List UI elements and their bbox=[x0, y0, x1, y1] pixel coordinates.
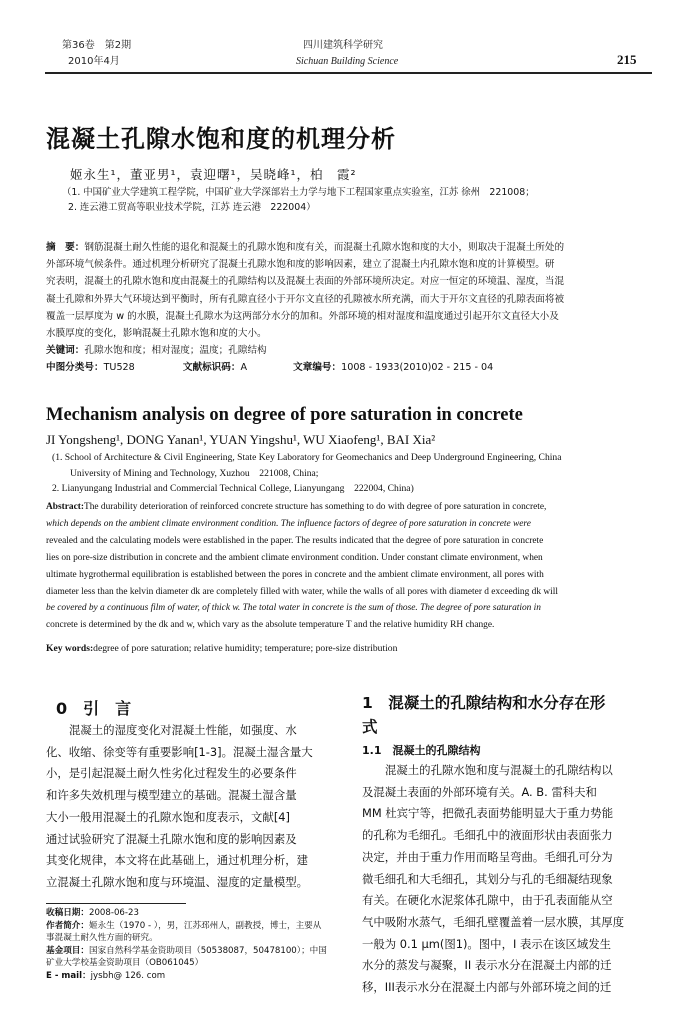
footnote-label: 基金项目： bbox=[46, 945, 89, 956]
body-line: 决定，并由于重力作用而略呈弯曲。毛细孔可分为 bbox=[362, 849, 613, 864]
footnote-text: 2008-06-23 bbox=[88, 908, 139, 918]
authors-en: JI Yongsheng¹, DONG Yanan¹, YUAN Yingshu¹, WU Xiaofeng¹, BAI Xia² bbox=[46, 432, 436, 447]
clc-label: 中图分类号： bbox=[46, 362, 104, 374]
section-0-body bbox=[46, 720, 340, 894]
clc-value: TU528 bbox=[103, 362, 135, 374]
abstract-en-line: The durability deterioration of reinforced concrete structure has something to do with degree of pore saturation in concrete, bbox=[84, 502, 547, 512]
abstract-en bbox=[46, 499, 656, 634]
doc-code-value: A bbox=[240, 362, 248, 374]
section-1-heading-line: 式 bbox=[362, 718, 378, 736]
footnote-text: 矿业大学校基金资助项目（OB061045） bbox=[46, 958, 204, 969]
body-line: 混凝土的孔隙水饱和度与混凝土的孔隙结构以 bbox=[385, 763, 613, 777]
footnote-rule bbox=[46, 903, 186, 904]
body-line: 及混凝土表面的外部环境有关。A. B. 雷科夫和 bbox=[362, 784, 597, 799]
body-line: 大小一般用混凝土的孔隙水饱和度表示，文献[4] bbox=[46, 809, 290, 824]
abstract-cn-line: 覆盖一层厚度为 w 的水膜，混凝土孔隙水为这两部分水分的加和。外部环境的相对湿度和温度通过引起开尔文直径大小及 bbox=[46, 310, 559, 322]
subsection-1-1-heading: 1.1 混凝土的孔隙结构 bbox=[362, 744, 481, 757]
section-0-heading: 0 引 言 bbox=[56, 699, 132, 718]
abstract-en-line: lies on pore-size distribution in concrete and the ambient climate environment condition. Under constant climate environment, when bbox=[46, 552, 543, 563]
abstract-en-line: diameter less than the kelvin diameter dk are completely filled with water, while the walls of all pores with diameter d exceeding dk will bbox=[46, 586, 558, 597]
body-line: 小，是引起混凝土耐久性劣化过程发生的必要条件 bbox=[46, 766, 297, 781]
keywords-en bbox=[46, 643, 397, 654]
body-line: 移，III表示水分在混凝土内部与外部环境之间的迁 bbox=[362, 980, 612, 995]
body-line: 微毛细孔和大毛细孔，其划分与孔的毛细凝结现象 bbox=[362, 871, 613, 886]
keywords-cn: 孔隙水饱和度；相对湿度；温度；孔隙结构 bbox=[84, 345, 267, 357]
affiliation-cn-1: （1. 中国矿业大学建筑工程学院，中国矿业大学深部岩土力学与地下工程国家重点实验室，江苏 徐州 221008； bbox=[62, 187, 535, 198]
keywords-en-text: degree of pore saturation; relative humidity; temperature; pore-size distribution bbox=[93, 643, 398, 654]
affiliations-en bbox=[52, 450, 662, 497]
body-line: 立混凝土孔隙水饱和度与环境温、湿度的定量模型。 bbox=[46, 874, 308, 889]
footnote-label: 作者简介： bbox=[46, 920, 89, 931]
body-line: 混凝土的湿度变化对混凝土性能，如强度、水 bbox=[69, 723, 297, 737]
authors-cn: 姬永生¹，董亚男¹，袁迎曙¹，吴晓峰¹，柏 霞² bbox=[70, 167, 357, 182]
affiliation-cn-2: 2. 连云港工贸高等职业技术学院，江苏 连云港 222004） bbox=[68, 202, 316, 213]
body-line: 通过试验研究了混凝土孔隙水饱和度的影响因素及 bbox=[46, 831, 297, 846]
affiliations-cn bbox=[62, 185, 662, 215]
doc-code-label: 文献标识码： bbox=[182, 362, 241, 374]
abstract-en-line: concrete is determined by the dk and w, which vary as the absolute temperature T and the relative humidity RH change. bbox=[46, 620, 495, 631]
keywords-en-label: Key words: bbox=[46, 643, 94, 654]
footnotes bbox=[46, 907, 340, 983]
abstract-en-line: which depends on the ambient climate environment condition. The influence factors of degree of pore saturation in concrete were bbox=[46, 518, 531, 529]
abstract-en-line: be covered by a continuous film of water, of thick w. The total water in concrete is the sum of those. The degree of pore saturation in bbox=[46, 603, 541, 614]
abstract-cn-line: 究表明，混凝土的孔隙水饱和度由混凝土的孔隙结构以及混凝土表面的外部环境所决定。对应一恒定的环境温、湿度，当混 bbox=[46, 276, 565, 288]
header-journal-cn: 四川建筑科学研究 bbox=[303, 40, 383, 51]
header-volume: 第36卷 第2期 bbox=[62, 40, 132, 51]
article-number-label: 文章编号： bbox=[293, 362, 342, 374]
abstract-en-label: Abstract: bbox=[46, 502, 85, 512]
body-line: 和许多失效机理与模型建立的基础。混凝土湿含量 bbox=[46, 788, 297, 803]
classification-row bbox=[46, 359, 656, 376]
abstract-cn-line: 钢筋混凝土耐久性能的退化和混凝土的孔隙水饱和度有关，而混凝土孔隙水饱和度的大小，则取决于混凝土所处的 bbox=[84, 242, 565, 253]
title-en: Mechanism analysis on degree of pore saturation in concrete bbox=[46, 405, 523, 425]
abstract-cn-label: 摘 要： bbox=[46, 242, 85, 253]
header-date: 2010年4月 bbox=[68, 56, 120, 67]
body-line: 一般为 0.1 μm(图1)。图中，I 表示在该区域发生 bbox=[362, 936, 612, 951]
body-line: 有关。在硬化水泥浆体孔隙中，由于孔表面能从空 bbox=[362, 893, 613, 908]
footnote-label: 收稿日期： bbox=[46, 908, 89, 918]
header-page-number: 215 bbox=[617, 52, 637, 67]
abstract-cn-line: 凝土孔隙和外界大气环境达到平衡时，所有孔隙直径小于开尔文直径的孔隙被水所充满，而大于开尔文直径的孔隙表面将被 bbox=[46, 293, 565, 305]
body-line: MM 杜宾宁等，把微孔表面势能明显大于重力势能 bbox=[362, 806, 614, 821]
footnote-text: jysbh@ 126. com bbox=[90, 970, 166, 981]
affiliation-en-1: (1. School of Architecture & Civil Engineering, State Key Laboratory for Geomechanics and Deep Underground Engineering, China bbox=[52, 452, 562, 463]
footnote-label: E - mail： bbox=[46, 970, 91, 981]
keywords-cn-label: 关键词： bbox=[46, 345, 85, 357]
abstract-cn-line: 水膜厚度的变化，影响混凝土孔隙水饱和度的大小。 bbox=[46, 328, 267, 340]
section-1-heading bbox=[362, 691, 605, 739]
section-1-heading-line: 1 混凝土的孔隙结构和水分存在形 bbox=[362, 694, 606, 712]
affiliation-en-1-cont: University of Mining and Technology, Xuzhou 221008, China; bbox=[70, 467, 319, 479]
affiliation-en-2: 2. Lianyungang Industrial and Commercial Technical College, Lianyungang 222004, China) bbox=[52, 483, 414, 494]
abstract-en-line: revealed and the calculating models were established in the paper. The results indicated that the degree of pore saturation in concrete bbox=[46, 535, 544, 546]
section-1-body bbox=[362, 760, 656, 999]
article-number-value: 1008 - 1933(2010)02 - 215 - 04 bbox=[341, 362, 494, 374]
footnote-text: 国家自然科学基金资助项目（50538087，50478100）；中国 bbox=[88, 945, 327, 956]
header-rule bbox=[45, 72, 652, 74]
body-line: 其变化规律，本文将在此基础上，通过机理分析，建 bbox=[46, 853, 308, 868]
footnote-text: 姬永生（1970 - ），男，江苏邳州人，副教授，博士，主要从 bbox=[88, 920, 322, 931]
abstract-en-line: ultimate hygrothermal equilibration is established between the pores in concrete and the ambient climate environment, all pores with bbox=[46, 569, 544, 580]
body-line: 的孔称为毛细孔。毛细孔中的液面形状由表面张力 bbox=[362, 828, 613, 843]
abstract-cn bbox=[46, 239, 656, 377]
abstract-cn-line: 外部环境气候条件。通过机理分析研究了混凝土孔隙水饱和度的影响因素，建立了混凝土内孔隙水饱和度的计算模型。研 bbox=[46, 259, 555, 271]
header-journal-en: Sichuan Building Science bbox=[296, 56, 399, 67]
body-line: 水分的蒸发与凝聚，II 表示水分在混凝土内部的迁 bbox=[362, 958, 612, 973]
body-line: 化、收缩、徐变等有重要影响[1-3]。混凝土湿含量大 bbox=[46, 744, 313, 759]
title-cn: 混凝土孔隙水饱和度的机理分析 bbox=[46, 125, 396, 153]
body-line: 气中吸附水蒸气，毛细孔壁覆盖着一层水膜，其厚度 bbox=[362, 914, 624, 929]
footnote-text: 事混凝土耐久性方面的研究。 bbox=[46, 933, 158, 944]
